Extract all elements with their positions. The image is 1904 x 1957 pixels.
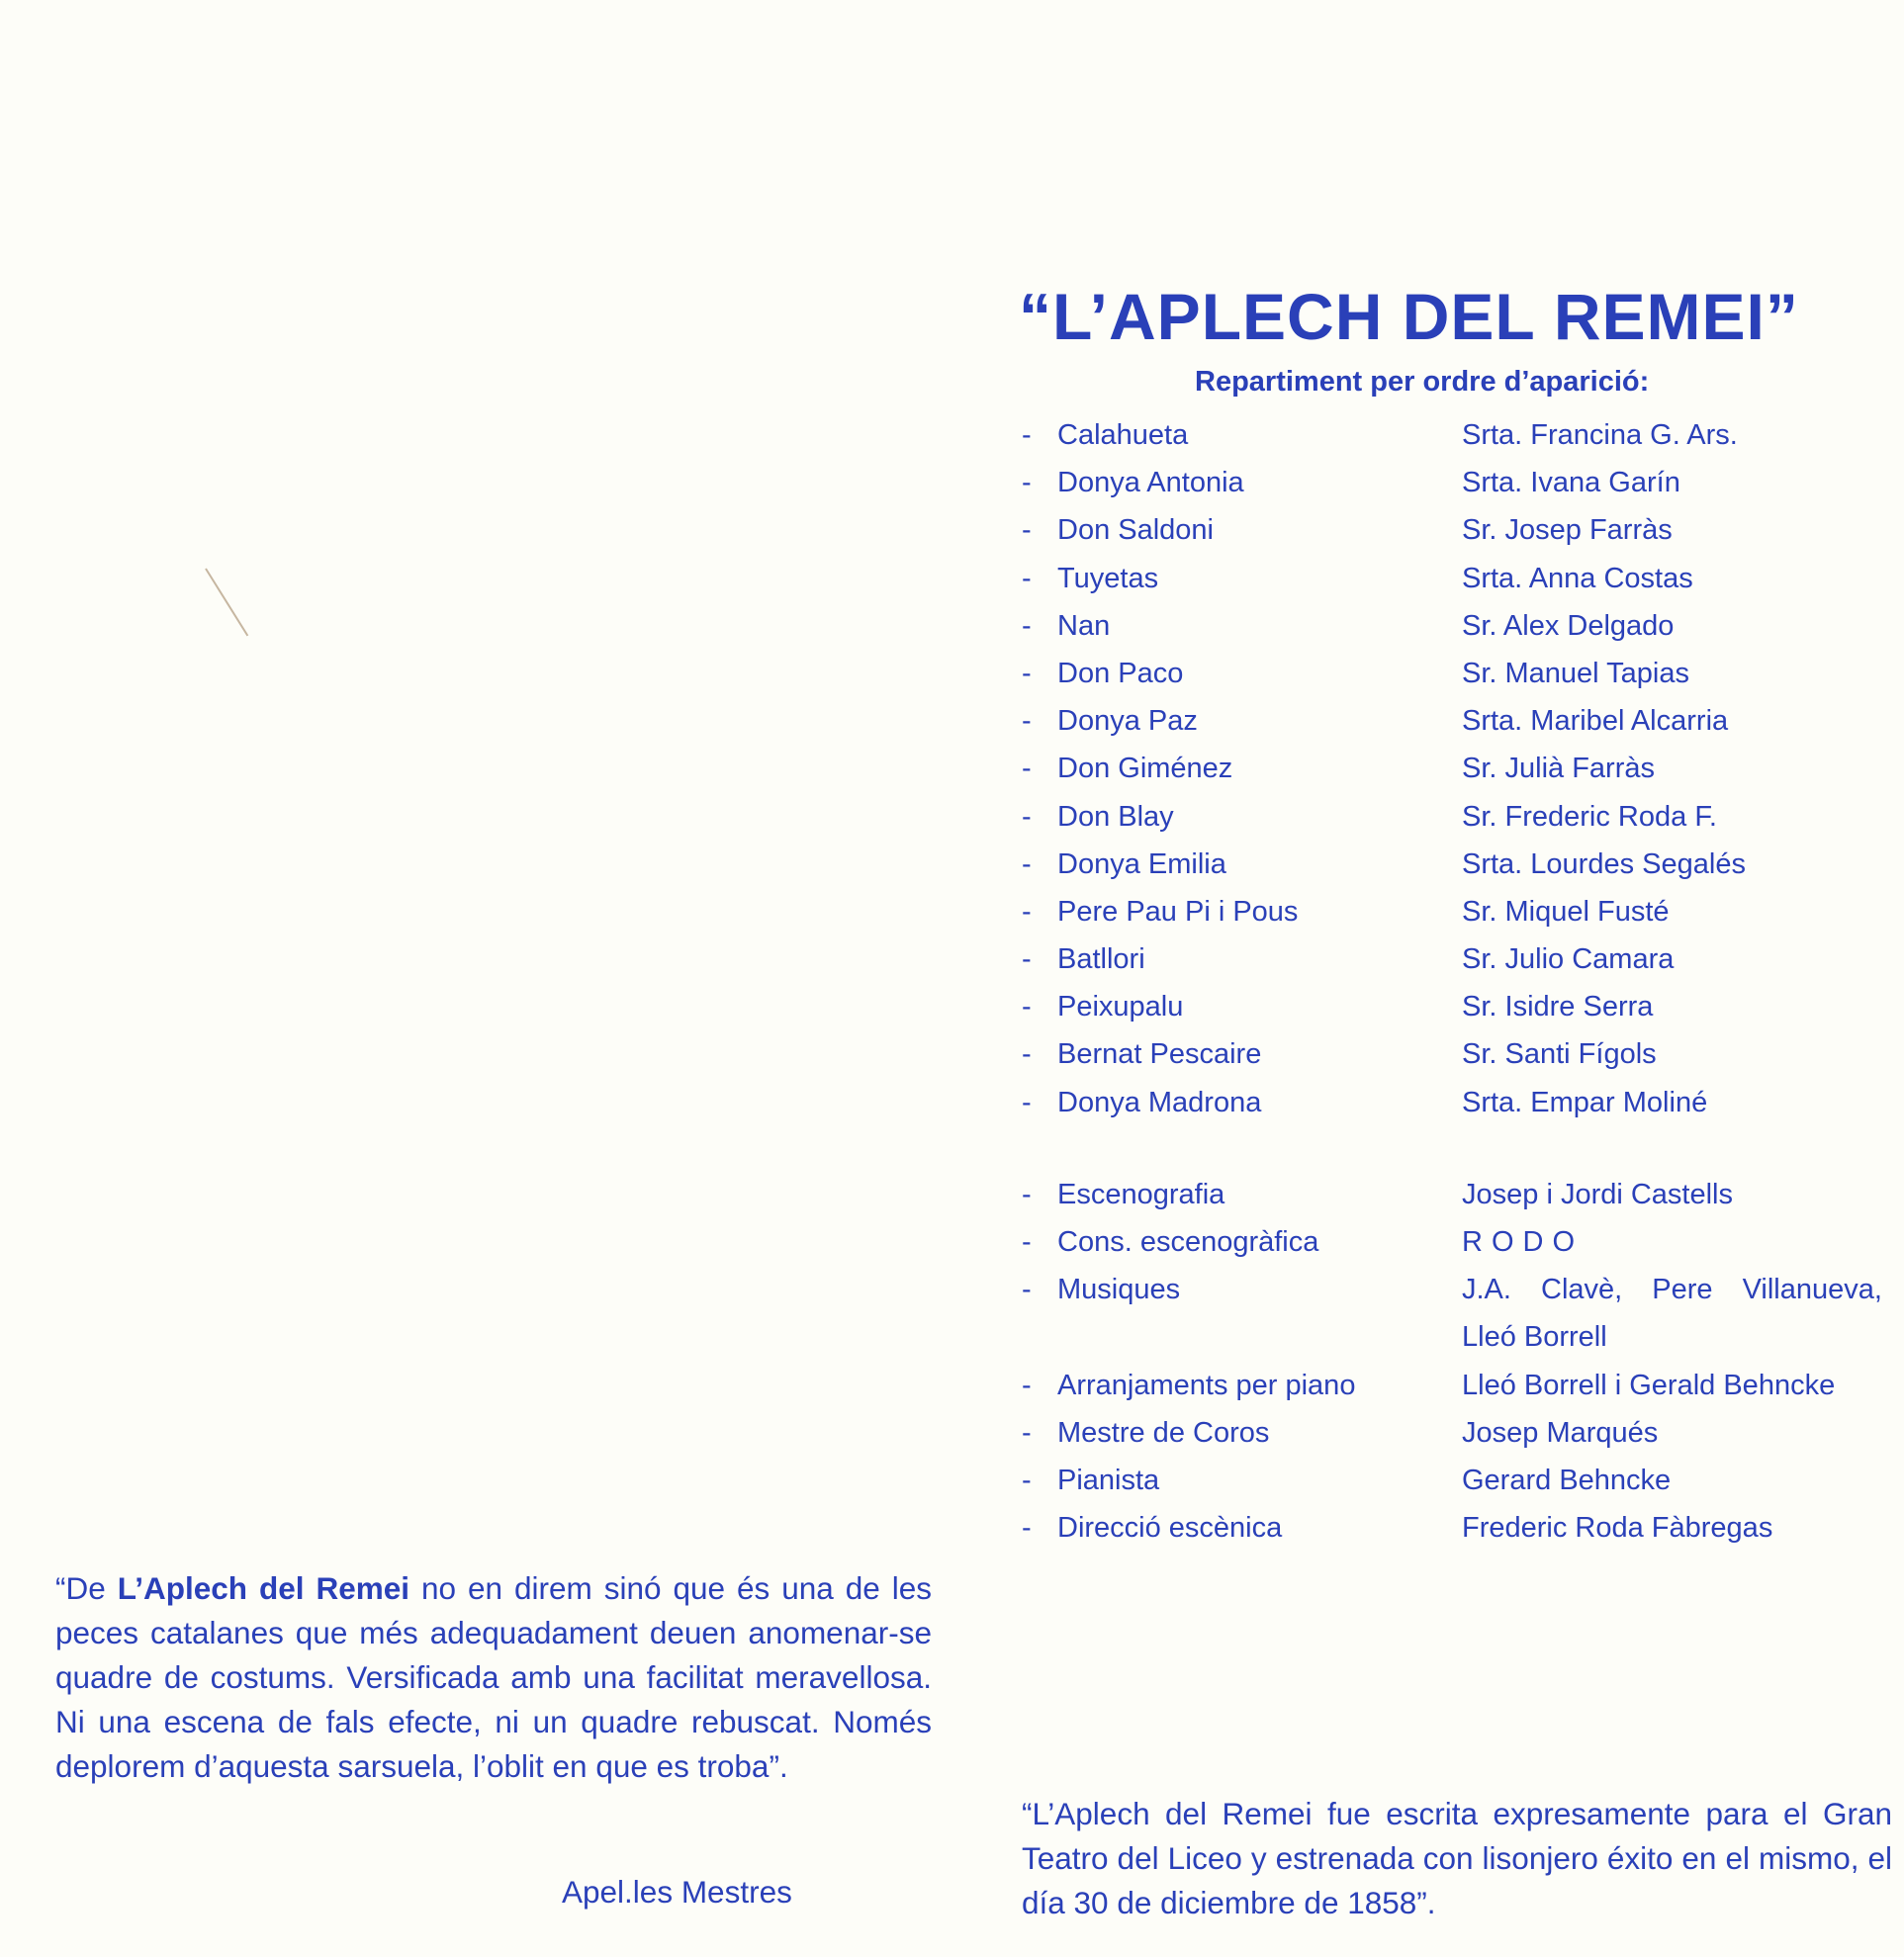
actor: Srta. Ivana Garín	[1462, 467, 1680, 499]
credit: Frederic Roda Fàbregas	[1462, 1512, 1773, 1545]
credit: Lleó Borrell i Gerald Behncke	[1462, 1369, 1836, 1401]
cast-row	[1022, 459, 1902, 506]
role: Peixupalu	[1057, 991, 1184, 1023]
credit: Gerard Behncke	[1462, 1465, 1672, 1497]
catalan-quote	[55, 1566, 932, 1789]
quote-work-title: L’Aplech del Remei	[117, 1570, 409, 1606]
dash: -	[1022, 1369, 1032, 1401]
page-title: “L’APLECH DEL REMEI”	[1019, 280, 1799, 353]
dash: -	[1022, 943, 1032, 976]
role: Don Saldoni	[1057, 514, 1214, 547]
actor: Sr. Alex Delgado	[1462, 609, 1675, 642]
dash: -	[1022, 562, 1032, 594]
role: Nan	[1057, 609, 1111, 642]
cast-row	[1022, 1030, 1902, 1078]
dash: -	[1022, 609, 1032, 642]
role: Calahueta	[1057, 419, 1189, 451]
crew-row	[1022, 1457, 1902, 1504]
dash: -	[1022, 419, 1032, 451]
cast-row	[1022, 697, 1902, 745]
actor: Sr. Josep Farràs	[1462, 514, 1673, 547]
role: Donya Antonia	[1057, 467, 1244, 499]
cast-row	[1022, 602, 1902, 650]
cast-heading: Repartiment per ordre d’aparició:	[1195, 366, 1650, 398]
dash: -	[1022, 847, 1032, 880]
role: Donya Madrona	[1057, 1086, 1262, 1118]
crew-row	[1022, 1409, 1902, 1457]
dash: -	[1022, 705, 1032, 738]
paper-scratch	[205, 568, 248, 636]
cast-row	[1022, 650, 1902, 697]
quote-body: no en direm sinó que és una de les peces catalanes que més adequadament deuen anomenar-se quadre de costums. Versificada amb una facilitat meravellosa. Ni una escena de fals efecte, ni un quadre rebuscat. Només deplorem d’aquesta sarsuela, l’oblit en que es troba”.	[55, 1570, 932, 1784]
crew-row	[1022, 1362, 1902, 1409]
role: Tuyetas	[1057, 562, 1159, 594]
role: Cons. escenogràfica	[1057, 1226, 1319, 1259]
role: Donya Emilia	[1057, 847, 1226, 880]
dash: -	[1022, 800, 1032, 833]
actor: Sr. Julià Farràs	[1462, 753, 1655, 785]
role: Batllori	[1057, 943, 1145, 976]
cast-row	[1022, 983, 1902, 1030]
crew-row	[1022, 1171, 1902, 1218]
actor: Sr. Isidre Serra	[1462, 991, 1654, 1023]
spanish-quote: “L’Aplech del Remei fue escrita expresamente para el Gran Teatro del Liceo y estrenada con lisonjero éxito en el mismo, el día 30 de diciembre de 1858”.	[1022, 1796, 1892, 1920]
credit-continued: Lleó Borrell	[1462, 1321, 1607, 1354]
role: Don Giménez	[1057, 753, 1233, 785]
dash: -	[1022, 1226, 1032, 1259]
role: Donya Paz	[1057, 705, 1198, 738]
role: Escenografia	[1057, 1179, 1225, 1210]
dash: -	[1022, 1416, 1032, 1449]
actor: Sr. Frederic Roda F.	[1462, 800, 1717, 833]
cast-row	[1022, 411, 1902, 459]
cast-list	[1022, 411, 1902, 1126]
cast-row	[1022, 555, 1902, 602]
role: Don Paco	[1057, 657, 1184, 689]
role: Pianista	[1057, 1465, 1160, 1497]
dash: -	[1022, 895, 1032, 928]
actor: Sr. Santi Fígols	[1462, 1038, 1657, 1071]
role: Don Blay	[1057, 800, 1174, 833]
role: Bernat Pescaire	[1057, 1038, 1262, 1071]
dash: -	[1022, 1086, 1032, 1118]
role: Mestre de Coros	[1057, 1416, 1270, 1449]
crew-row	[1022, 1218, 1902, 1266]
dash: -	[1022, 514, 1032, 547]
cast-row	[1022, 506, 1902, 554]
credit: RODO	[1462, 1226, 1584, 1259]
crew-list	[1022, 1171, 1902, 1553]
actor: Sr. Miquel Fusté	[1462, 895, 1670, 928]
quote-author: Apel.les Mestres	[562, 1874, 792, 1910]
dash: -	[1022, 657, 1032, 689]
credit: Josep Marqués	[1462, 1416, 1659, 1449]
crew-row	[1022, 1266, 1902, 1361]
dash: -	[1022, 753, 1032, 785]
cast-row	[1022, 745, 1902, 792]
role: Pere Pau Pi i Pous	[1057, 895, 1299, 928]
dash: -	[1022, 1512, 1032, 1545]
credit: Josep i Jordi Castells	[1462, 1179, 1733, 1210]
role: Direcció escènica	[1057, 1512, 1283, 1545]
dash: -	[1022, 1038, 1032, 1071]
role: Musiques	[1057, 1274, 1181, 1306]
cast-row	[1022, 888, 1902, 935]
dash: -	[1022, 991, 1032, 1023]
crew-row	[1022, 1504, 1902, 1552]
dash: -	[1022, 1274, 1032, 1306]
role: Arranjaments per piano	[1057, 1369, 1356, 1401]
cast-row	[1022, 935, 1902, 983]
actor: Srta. Empar Moliné	[1462, 1086, 1708, 1118]
cast-row	[1022, 841, 1902, 888]
cast-row	[1022, 793, 1902, 841]
actor: Srta. Anna Costas	[1462, 562, 1693, 594]
actor: Sr. Manuel Tapias	[1462, 657, 1689, 689]
dash: -	[1022, 1465, 1032, 1497]
actor: Sr. Julio Camara	[1462, 943, 1675, 976]
quote-open: “De	[55, 1570, 118, 1606]
dash: -	[1022, 467, 1032, 499]
cast-row	[1022, 1079, 1902, 1126]
actor: Srta. Maribel Alcarria	[1462, 705, 1729, 738]
credit: J.A. Clavè, Pere Villanueva,	[1462, 1274, 1882, 1306]
actor: Srta. Francina G. Ars.	[1462, 419, 1738, 451]
actor: Srta. Lourdes Segalés	[1462, 847, 1746, 880]
dash: -	[1022, 1179, 1032, 1210]
